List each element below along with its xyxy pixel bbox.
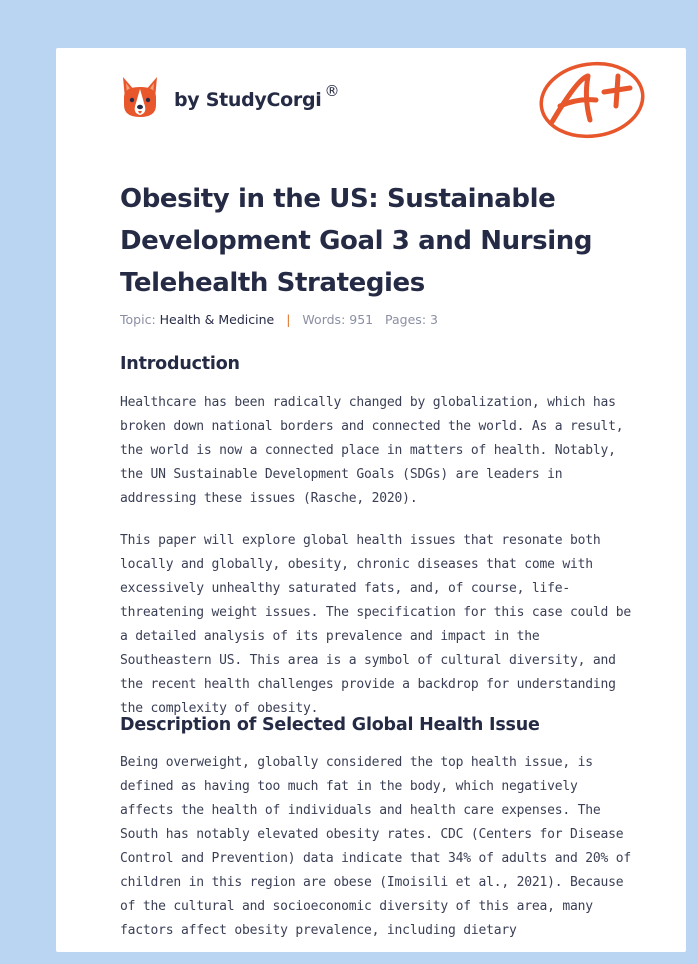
words-count: 951 (349, 312, 374, 327)
section-heading-description: Description of Selected Global Health Issue (120, 715, 540, 735)
document-meta (120, 312, 438, 327)
section-heading-introduction: Introduction (120, 354, 240, 374)
paragraph: Being overweight, globally considered the top health issue, is defined as having too much fat in the body, which negatively affects the health of individuals and health care expenses. The South has notably elevated obesity rates. CDC (Centers for Disease Control and Prevention) data indicate that 34% of adults and 20% of children in this region are obese (Imoisili et al., 2021). Because of the cultural and socioeconomic diversity of this area, many factors affect obesity prevalence, including dietary (120, 755, 631, 938)
paragraph: Healthcare has been radically changed by globalization, which has broken down national borders and connected the world. As a result, the world is now a connected place in matters of health. Notably, the UN Sustainable Development Goals (SDGs) are leaders in addressing these issues (Rasche, 2020). (120, 395, 624, 506)
words-label: Words: (302, 312, 346, 327)
paragraph: This paper will explore global health issues that resonate both locally and globally, obesity, chronic diseases that come with excessively unhealthy saturated fats, and, of course, life-threatening weight issues. The specification for this case could be a detailed analysis of its prevalence and impact in the Southeastern US. This area is a symbol of cultural diversity, and the recent health challenges provide a backdrop for understanding the complexity of obesity. (120, 533, 631, 716)
pages-count: 3 (430, 312, 438, 327)
meta-separator: | (286, 312, 291, 327)
document-page (56, 48, 686, 952)
brand-name: by StudyCorgi ® (174, 82, 340, 111)
topic-link[interactable]: Health & Medicine (159, 312, 275, 327)
document-title: Obesity in the US: Sustainable Development Goal 3 and Nursing Telehealth Strategies (120, 184, 593, 298)
topic-label: Topic: (120, 312, 156, 327)
pages-label: Pages: (385, 312, 427, 327)
a-plus-grade-icon (538, 58, 648, 140)
studycorgi-logo[interactable] (120, 74, 339, 120)
corgi-face-icon (120, 75, 160, 119)
